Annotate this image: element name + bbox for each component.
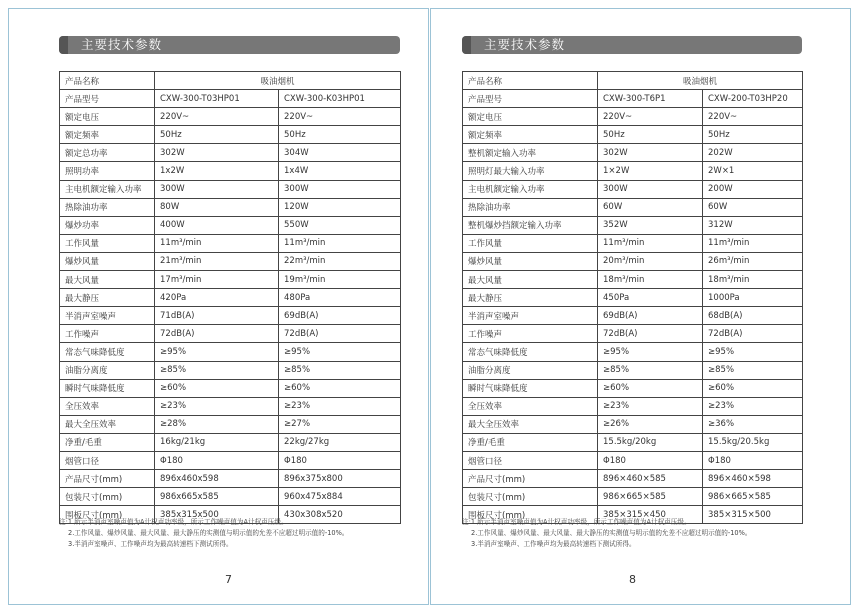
model-a-value-cell: ≥60% xyxy=(155,379,279,397)
model-b-value-cell: 200W xyxy=(703,180,803,198)
table-row xyxy=(463,451,803,469)
model-b-value-cell: ≥60% xyxy=(279,379,401,397)
model-b-value-cell: 550W xyxy=(279,216,401,234)
param-name-cell: 额定电压 xyxy=(60,108,155,126)
model-a-value-cell: 17m³/min xyxy=(155,271,279,289)
table-row xyxy=(463,397,803,415)
model-a-value-cell: 50Hz xyxy=(598,126,703,144)
table-row xyxy=(60,470,401,488)
param-name-cell: 产品尺寸(mm) xyxy=(60,470,155,488)
table-row xyxy=(60,144,401,162)
param-name-cell: 净重/毛重 xyxy=(463,433,598,451)
model-a-value-cell: ≥85% xyxy=(598,361,703,379)
model-b-value-cell: ≥36% xyxy=(703,415,803,433)
model-a-value-cell: ≥23% xyxy=(598,397,703,415)
model-a-value-cell: 986×665×585 xyxy=(598,488,703,506)
table-row xyxy=(60,289,401,307)
table-row xyxy=(60,361,401,379)
model-b-value-cell: 385×315×500 xyxy=(703,506,803,524)
table-header-row xyxy=(463,72,803,90)
header-accent xyxy=(59,36,68,54)
param-name-cell: 最大全压效率 xyxy=(60,415,155,433)
param-name-cell: 瞬时气味降低度 xyxy=(463,379,598,397)
header-value-cell: 吸油烟机 xyxy=(598,72,803,90)
model-b-value-cell: ≥23% xyxy=(279,397,401,415)
param-name-cell: 烟管口径 xyxy=(463,451,598,469)
model-b-value-cell: 22m³/min xyxy=(279,252,401,270)
model-b-value-cell: 202W xyxy=(703,144,803,162)
model-b-value-cell: 120W xyxy=(279,198,401,216)
table-row xyxy=(463,252,803,270)
model-a-value-cell: 420Pa xyxy=(155,289,279,307)
model-a-value-cell: 80W xyxy=(155,198,279,216)
model-b-value-cell: Φ180 xyxy=(279,451,401,469)
param-name-cell: 工作噪声 xyxy=(463,325,598,343)
param-name-cell: 常态气味降低度 xyxy=(60,343,155,361)
table-row xyxy=(463,361,803,379)
param-name-cell: 额定频率 xyxy=(60,126,155,144)
model-b-value-cell: 50Hz xyxy=(279,126,401,144)
note-line: 3.半消声室噪声、工作噪声均为最高转速档下测试所得。 xyxy=(68,540,233,548)
param-name-cell: 照明功率 xyxy=(60,162,155,180)
param-name-cell: 额定频率 xyxy=(463,126,598,144)
table-row xyxy=(463,379,803,397)
param-name-cell: 爆炒风量 xyxy=(60,252,155,270)
model-b-value-cell: ≥85% xyxy=(703,361,803,379)
model-b-value-cell: 896×460×598 xyxy=(703,470,803,488)
table-row xyxy=(60,343,401,361)
model-a-value-cell: 896×460×585 xyxy=(598,470,703,488)
model-b-value-cell: 960x475x884 xyxy=(279,488,401,506)
model-a-value-cell: Φ180 xyxy=(155,451,279,469)
model-b-value-cell: Φ180 xyxy=(703,451,803,469)
param-name-cell: 净重/毛重 xyxy=(60,433,155,451)
spec-table-left xyxy=(59,71,401,524)
table-row xyxy=(463,162,803,180)
model-b-value-cell: ≥23% xyxy=(703,397,803,415)
model-a-value-cell: CXW-300-T6P1 xyxy=(598,90,703,108)
model-a-value-cell: CXW-300-T03HP01 xyxy=(155,90,279,108)
table-row xyxy=(463,90,803,108)
param-name-cell: 包装尺寸(mm) xyxy=(463,488,598,506)
model-a-value-cell: 986x665x585 xyxy=(155,488,279,506)
table-header-row xyxy=(60,72,401,90)
table-row xyxy=(463,433,803,451)
model-b-value-cell: 480Pa xyxy=(279,289,401,307)
param-name-cell: 额定电压 xyxy=(463,108,598,126)
table-row xyxy=(463,126,803,144)
model-a-value-cell: ≥26% xyxy=(598,415,703,433)
param-name-cell: 主电机额定输入功率 xyxy=(463,180,598,198)
table-row xyxy=(463,415,803,433)
model-a-value-cell: ≥23% xyxy=(155,397,279,415)
param-name-cell: 油脂分离度 xyxy=(463,361,598,379)
model-a-value-cell: Φ180 xyxy=(598,451,703,469)
param-name-cell: 最大静压 xyxy=(463,289,598,307)
table-row xyxy=(463,216,803,234)
model-b-value-cell: 50Hz xyxy=(703,126,803,144)
model-b-value-cell: 60W xyxy=(703,198,803,216)
table-row xyxy=(60,108,401,126)
model-a-value-cell: 220V~ xyxy=(598,108,703,126)
table-row xyxy=(60,379,401,397)
model-b-value-cell: ≥95% xyxy=(703,343,803,361)
param-name-cell: 整机额定输入功率 xyxy=(463,144,598,162)
model-b-value-cell: 220V~ xyxy=(279,108,401,126)
param-name-cell: 整机爆炒挡额定输入功率 xyxy=(463,216,598,234)
note-line: 注:1.所示半消声室噪声值为A计权声功率级，所示工作噪声值为A计权声压级。 xyxy=(59,518,288,526)
section-header-left xyxy=(59,36,400,54)
model-b-value-cell: 72dB(A) xyxy=(703,325,803,343)
notes-left xyxy=(59,517,348,550)
table-row xyxy=(60,451,401,469)
param-name-cell: 全压效率 xyxy=(60,397,155,415)
model-a-value-cell: ≥60% xyxy=(598,379,703,397)
param-name-cell: 工作风量 xyxy=(463,234,598,252)
model-b-value-cell: 22kg/27kg xyxy=(279,433,401,451)
note-line: 注:1.所示半消声室噪声值为A计权声功率级，所示工作噪声值为A计权声压级。 xyxy=(462,518,691,526)
model-b-value-cell: 69dB(A) xyxy=(279,307,401,325)
param-name-cell: 油脂分离度 xyxy=(60,361,155,379)
model-b-value-cell: CXW-300-K03HP01 xyxy=(279,90,401,108)
model-a-value-cell: 896x460x598 xyxy=(155,470,279,488)
section-title: 主要技术参数 xyxy=(81,37,163,52)
param-name-cell: 常态气味降低度 xyxy=(463,343,598,361)
model-b-value-cell: 312W xyxy=(703,216,803,234)
model-b-value-cell: 430x308x520 xyxy=(279,506,401,524)
param-name-cell: 烟管口径 xyxy=(60,451,155,469)
model-b-value-cell: 304W xyxy=(279,144,401,162)
table-row xyxy=(463,180,803,198)
model-b-value-cell: ≥95% xyxy=(279,343,401,361)
model-b-value-cell: ≥60% xyxy=(703,379,803,397)
page-number: 7 xyxy=(225,573,232,586)
table-row xyxy=(463,307,803,325)
model-a-value-cell: 21m³/min xyxy=(155,252,279,270)
table-row xyxy=(60,397,401,415)
model-b-value-cell: 1x4W xyxy=(279,162,401,180)
header-label-cell: 产品名称 xyxy=(463,72,598,90)
model-a-value-cell: 385×315×450 xyxy=(598,506,703,524)
model-a-value-cell: 72dB(A) xyxy=(155,325,279,343)
table-row xyxy=(60,216,401,234)
table-row xyxy=(60,415,401,433)
section-title: 主要技术参数 xyxy=(484,37,566,52)
param-name-cell: 包装尺寸(mm) xyxy=(60,488,155,506)
model-a-value-cell: 11m³/min xyxy=(155,234,279,252)
table-row xyxy=(60,271,401,289)
table-row xyxy=(463,271,803,289)
table-row xyxy=(60,180,401,198)
model-b-value-cell: 19m³/min xyxy=(279,271,401,289)
model-a-value-cell: 69dB(A) xyxy=(598,307,703,325)
model-a-value-cell: 71dB(A) xyxy=(155,307,279,325)
header-accent xyxy=(462,36,471,54)
table-row xyxy=(60,252,401,270)
param-name-cell: 瞬时气味降低度 xyxy=(60,379,155,397)
table-row xyxy=(463,325,803,343)
model-a-value-cell: ≥95% xyxy=(155,343,279,361)
model-b-value-cell: 68dB(A) xyxy=(703,307,803,325)
model-a-value-cell: 300W xyxy=(598,180,703,198)
model-a-value-cell: 300W xyxy=(155,180,279,198)
param-name-cell: 半消声室噪声 xyxy=(463,307,598,325)
table-row xyxy=(463,343,803,361)
param-name-cell: 主电机额定输入功率 xyxy=(60,180,155,198)
model-a-value-cell: 302W xyxy=(155,144,279,162)
model-b-value-cell: 986×665×585 xyxy=(703,488,803,506)
param-name-cell: 爆炒风量 xyxy=(463,252,598,270)
table-row xyxy=(463,470,803,488)
param-name-cell: 半消声室噪声 xyxy=(60,307,155,325)
param-name-cell: 全压效率 xyxy=(463,397,598,415)
model-a-value-cell: 450Pa xyxy=(598,289,703,307)
spec-table-right xyxy=(462,71,803,524)
model-a-value-cell: 20m³/min xyxy=(598,252,703,270)
model-b-value-cell: 18m³/min xyxy=(703,271,803,289)
param-name-cell: 产品型号 xyxy=(60,90,155,108)
model-b-value-cell: 72dB(A) xyxy=(279,325,401,343)
model-b-value-cell: 26m³/min xyxy=(703,252,803,270)
table-row xyxy=(463,144,803,162)
table-row xyxy=(463,234,803,252)
model-a-value-cell: 11m³/min xyxy=(598,234,703,252)
param-name-cell: 最大风量 xyxy=(463,271,598,289)
table-row xyxy=(463,488,803,506)
model-b-value-cell: 220V~ xyxy=(703,108,803,126)
model-a-value-cell: 15.5kg/20kg xyxy=(598,433,703,451)
param-name-cell: 工作噪声 xyxy=(60,325,155,343)
model-b-value-cell: 15.5kg/20.5kg xyxy=(703,433,803,451)
model-a-value-cell: ≥95% xyxy=(598,343,703,361)
section-header-right xyxy=(462,36,802,54)
model-b-value-cell: ≥85% xyxy=(279,361,401,379)
model-a-value-cell: 60W xyxy=(598,198,703,216)
model-b-value-cell: 11m³/min xyxy=(279,234,401,252)
param-name-cell: 最大全压效率 xyxy=(463,415,598,433)
page-number: 8 xyxy=(629,573,636,586)
note-line: 2.工作风量、爆炒风量、最大风量、最大静压的实测值与明示值的允差不应超过明示值的-10%。 xyxy=(68,529,349,537)
table-row xyxy=(60,325,401,343)
model-b-value-cell: 300W xyxy=(279,180,401,198)
model-a-value-cell: 352W xyxy=(598,216,703,234)
table-row xyxy=(463,198,803,216)
table-row xyxy=(463,289,803,307)
param-name-cell: 围板尺寸(mm) xyxy=(463,506,598,524)
param-name-cell: 围板尺寸(mm) xyxy=(60,506,155,524)
table-row xyxy=(60,307,401,325)
model-b-value-cell: 896x375x800 xyxy=(279,470,401,488)
model-a-value-cell: 1x2W xyxy=(155,162,279,180)
header-value-cell: 吸油烟机 xyxy=(155,72,401,90)
model-a-value-cell: ≥28% xyxy=(155,415,279,433)
model-a-value-cell: 50Hz xyxy=(155,126,279,144)
param-name-cell: 最大风量 xyxy=(60,271,155,289)
model-b-value-cell: 1000Pa xyxy=(703,289,803,307)
model-a-value-cell: 1×2W xyxy=(598,162,703,180)
note-line: 2.工作风量、爆炒风量、最大风量、最大静压的实测值与明示值的允差不应超过明示值的-10%。 xyxy=(471,529,752,537)
table-row xyxy=(60,488,401,506)
model-a-value-cell: 220V~ xyxy=(155,108,279,126)
param-name-cell: 热除油功率 xyxy=(60,198,155,216)
table-row xyxy=(60,198,401,216)
param-name-cell: 最大静压 xyxy=(60,289,155,307)
table-row xyxy=(60,433,401,451)
model-b-value-cell: 2W×1 xyxy=(703,162,803,180)
param-name-cell: 产品尺寸(mm) xyxy=(463,470,598,488)
param-name-cell: 爆炒功率 xyxy=(60,216,155,234)
model-b-value-cell: 11m³/min xyxy=(703,234,803,252)
table-row xyxy=(60,126,401,144)
table-row xyxy=(60,234,401,252)
model-a-value-cell: 400W xyxy=(155,216,279,234)
model-b-value-cell: ≥27% xyxy=(279,415,401,433)
model-a-value-cell: 385x315x500 xyxy=(155,506,279,524)
model-a-value-cell: 16kg/21kg xyxy=(155,433,279,451)
model-b-value-cell: CXW-200-T03HP20 xyxy=(703,90,803,108)
table-row xyxy=(60,162,401,180)
model-a-value-cell: ≥85% xyxy=(155,361,279,379)
param-name-cell: 产品型号 xyxy=(463,90,598,108)
model-a-value-cell: 18m³/min xyxy=(598,271,703,289)
model-a-value-cell: 302W xyxy=(598,144,703,162)
table-row xyxy=(60,90,401,108)
param-name-cell: 额定总功率 xyxy=(60,144,155,162)
header-label-cell: 产品名称 xyxy=(60,72,155,90)
param-name-cell: 热除油功率 xyxy=(463,198,598,216)
param-name-cell: 照明灯最大输入功率 xyxy=(463,162,598,180)
model-a-value-cell: 72dB(A) xyxy=(598,325,703,343)
note-line: 3.半消声室噪声、工作噪声均为最高转速档下测试所得。 xyxy=(471,540,636,548)
param-name-cell: 工作风量 xyxy=(60,234,155,252)
table-row xyxy=(463,108,803,126)
notes-right xyxy=(462,517,751,550)
